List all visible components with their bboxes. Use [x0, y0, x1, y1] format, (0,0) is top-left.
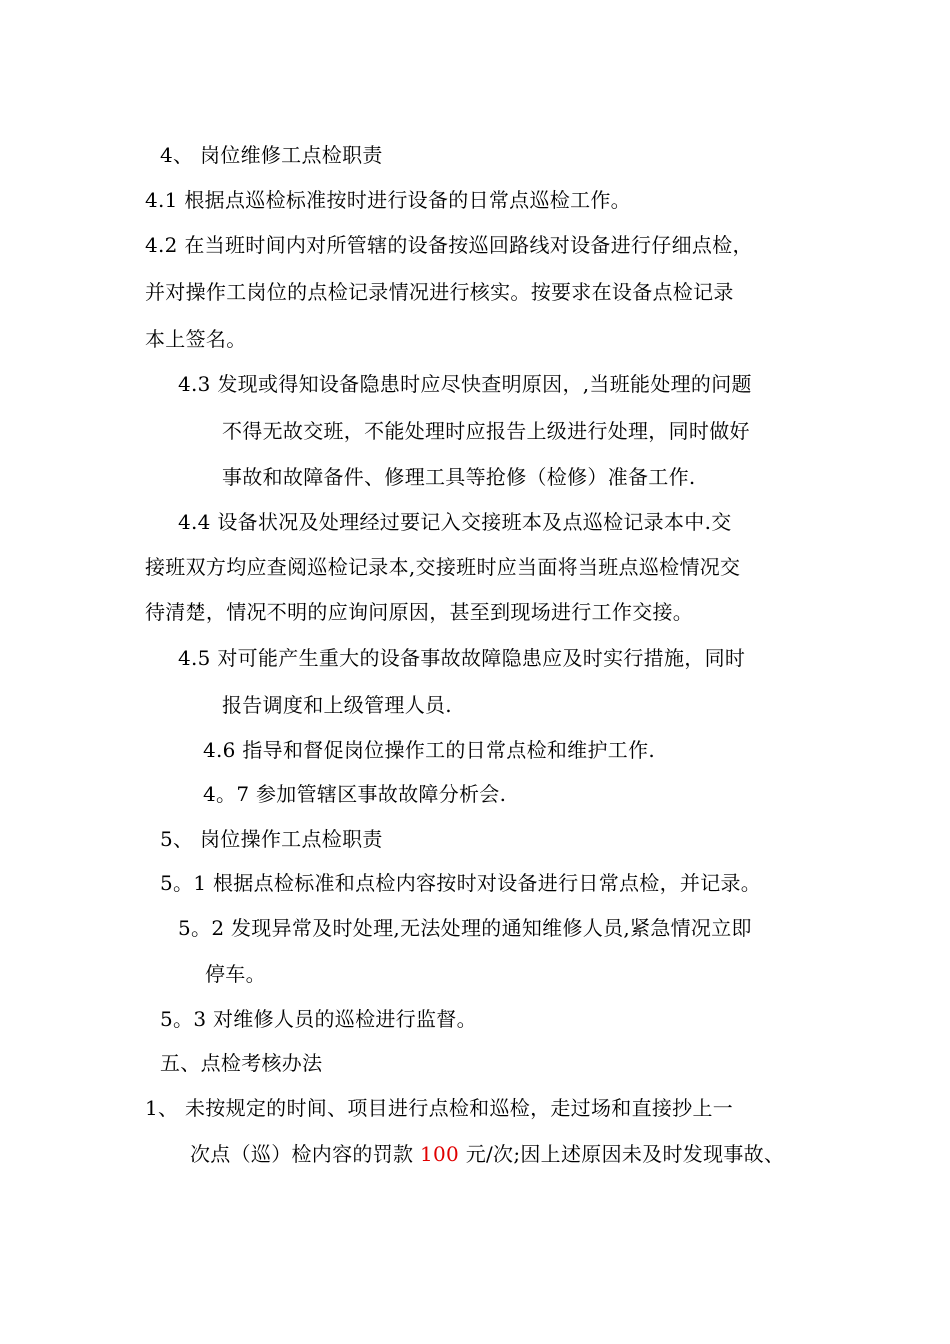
para-4-2-line1: 4.2 在当班时间内对所管辖的设备按巡回路线对设备进行仔细点检， — [145, 233, 753, 257]
section-5-heading: 5、 岗位操作工点检职责 — [160, 827, 383, 851]
para-4-4-line1: 4.4 设备状况及处理经过要记入交接班本及点巡检记录本中.交 — [178, 510, 732, 534]
para-5-3: 5。3 对维修人员的巡检进行监督。 — [160, 1007, 477, 1031]
para-4-3-line1: 4.3 发现或得知设备隐患时应尽快查明原因，,当班能处理的问题 — [178, 372, 752, 396]
item-1-line2 — [190, 1140, 784, 1168]
item-1-line1: 1、 未按规定的时间、项目进行点检和巡检，走过场和直接抄上一 — [145, 1096, 734, 1120]
para-4-2-line3: 本上签名。 — [145, 327, 247, 351]
fine-text-before: 次点（巡）检内容的罚款 — [190, 1142, 420, 1166]
para-4-6: 4.6 指导和督促岗位操作工的日常点检和维护工作. — [203, 738, 656, 762]
para-4-2-line2: 并对操作工岗位的点检记录情况进行核实。按要求在设备点检记录 — [145, 280, 734, 304]
para-4-3-line3: 事故和故障备件、修理工具等抢修（检修）准备工作. — [222, 465, 696, 489]
fine-amount: 100 — [419, 1142, 460, 1166]
para-5-1: 5。1 根据点检标准和点检内容按时对设备进行日常点检，并记录。 — [160, 871, 762, 895]
para-4-7: 4。7 参加管辖区事故故障分析会. — [203, 782, 507, 806]
para-4-4-line3: 待清楚，情况不明的应询问原因，甚至到现场进行工作交接。 — [145, 600, 694, 624]
section-4-heading: 4、 岗位维修工点检职责 — [160, 143, 383, 167]
section-five-heading: 五、点检考核办法 — [160, 1051, 323, 1075]
para-4-3-line2: 不得无故交班，不能处理时应报告上级进行处理，同时做好 — [222, 419, 750, 443]
fine-text-after: 元/次;因上述原因未及时发现事故、 — [459, 1142, 785, 1166]
para-4-1: 4.1 根据点巡检标准按时进行设备的日常点巡检工作。 — [145, 188, 631, 212]
para-4-4-line2: 接班双方均应查阅巡检记录本,交接班时应当面将当班点巡检情况交 — [145, 555, 741, 579]
para-4-5-line1: 4.5 对可能产生重大的设备事故故障隐患应及时实行措施，同时 — [178, 646, 746, 670]
para-4-5-line2: 报告调度和上级管理人员. — [222, 693, 452, 717]
para-5-2-line1: 5。2 发现异常及时处理,无法处理的通知维修人员,紧急情况立即 — [178, 916, 752, 940]
para-5-2-line2: 停车。 — [205, 962, 266, 986]
